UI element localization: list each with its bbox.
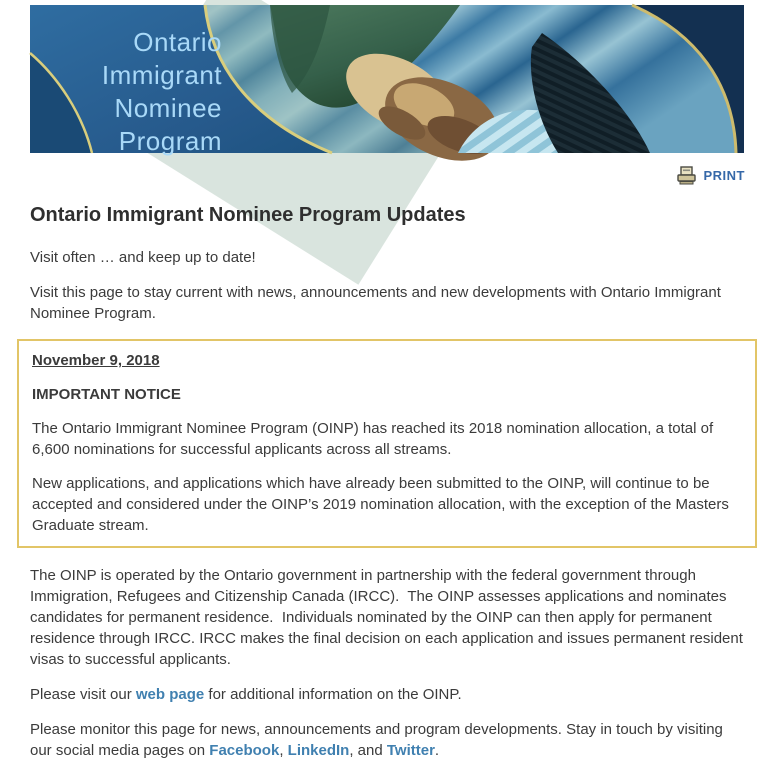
print-row (676, 166, 746, 190)
notice-date-text: November 9, 2018 (32, 352, 160, 369)
twitter-link[interactable]: Twitter (386, 742, 435, 759)
notice-paragraph-2: New applications, and applications which have already been submitted to the OINP, will continue to be accepted and considered under the OINP’s 2019 nomination allocation, with the exception of the Masters Graduate stream. (32, 475, 729, 534)
print-button-label: PRINT (703, 168, 745, 183)
social-separator-1: , (279, 742, 288, 759)
about-paragraph: The OINP is operated by the Ontario government in partnership with the federal government through Immigration, Refugees and Citizenship Canada (IRCC). The OINP assesses applications and nominates candidates for permanent residence. Individuals nominated by the OINP can then apply for permanent residence through IRCC. IRCC makes the final decision on each application and issues permanent resident visas to successful applicants. (30, 567, 748, 668)
web-page-link[interactable]: web page (135, 686, 205, 703)
notice-date (32, 350, 741, 371)
notice-paragraph-1: The Ontario Immigrant Nominee Program (OINP) has reached its 2018 nomination allocation, a total of 6,600 nominations for successful applicants across all streams. (32, 420, 714, 458)
printer-icon (676, 166, 697, 185)
page-title: Ontario Immigrant Nominee Program Updates (30, 204, 466, 226)
main-content (30, 198, 748, 775)
visit-text-before: Please visit our (30, 686, 136, 703)
notice-heading: IMPORTANT NOTICE (32, 386, 181, 403)
banner (30, 5, 744, 156)
notice-box (17, 339, 757, 548)
social-text-before: Please monitor this page for news, announcements and program developments. Stay in touch by visiting our social media pages on (30, 721, 723, 759)
banner-title (30, 26, 222, 158)
linkedin-link[interactable]: LinkedIn (287, 742, 350, 759)
banner-title-line: Immigrant (101, 60, 222, 90)
intro-paragraph-2: Visit this page to stay current with news, announcements and new developments with Ontario Immigrant Nominee Program. (30, 284, 721, 322)
social-text-after: . (434, 742, 440, 759)
facebook-link[interactable]: Facebook (209, 742, 280, 759)
social-separator-2: , and (349, 742, 387, 759)
social-paragraph (30, 719, 744, 761)
intro-paragraph-1: Visit often … and keep up to date! (30, 249, 256, 266)
print-button[interactable] (676, 166, 746, 185)
banner-title-line: Program (118, 126, 222, 156)
banner-title-line: Ontario (133, 27, 222, 57)
visit-paragraph (30, 684, 744, 705)
banner-title-line: Nominee (114, 93, 222, 123)
visit-text-after: for additional information on the OINP. (204, 686, 462, 703)
